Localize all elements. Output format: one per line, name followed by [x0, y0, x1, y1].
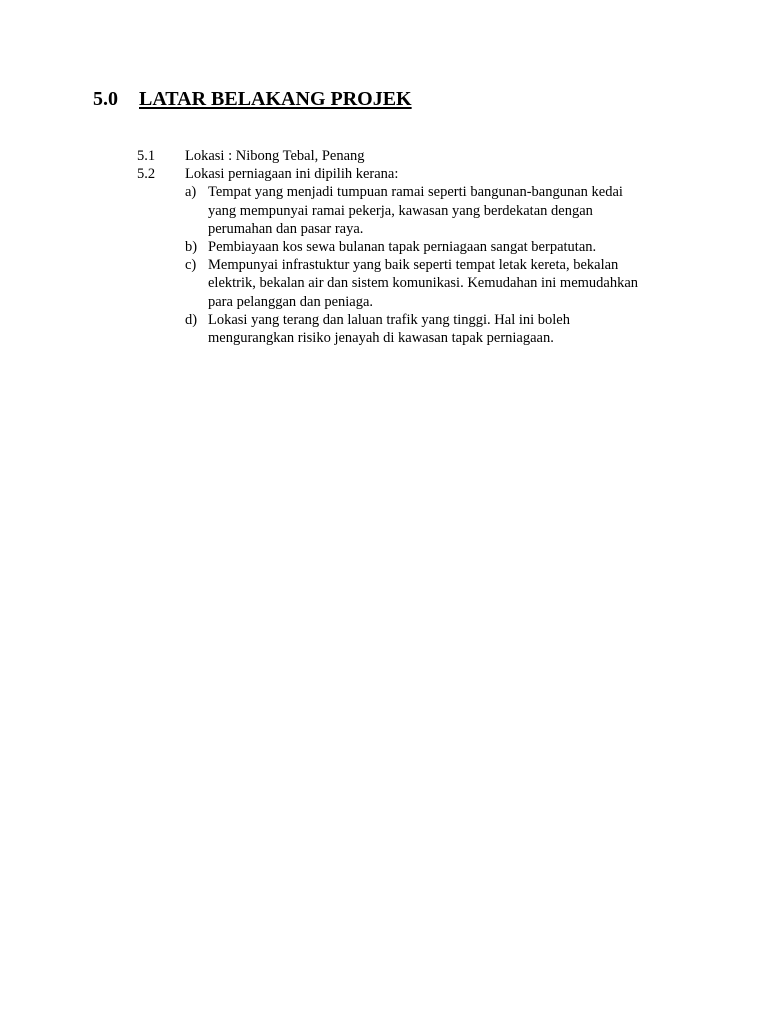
list-item	[185, 256, 697, 311]
section-title: LATAR BELAKANG PROJEK	[139, 88, 412, 110]
section-heading	[93, 86, 412, 112]
list-item-line: yang mempunyai ramai pekerja, kawasan yang berdekatan dengan	[208, 202, 593, 219]
list-item	[185, 311, 697, 347]
subsection-text: Lokasi : Nibong Tebal, Penang	[185, 148, 365, 164]
list-marker: a)	[185, 184, 197, 201]
list-item-line: Mempunyai infrastuktur yang baik seperti tempat letak kereta, bekalan	[208, 257, 619, 274]
section-body	[137, 147, 697, 347]
list-marker: b)	[185, 239, 198, 256]
list-item-line: para pelanggan dan peniaga.	[208, 293, 374, 310]
list-item-line: perumahan dan pasar raya.	[208, 220, 364, 237]
subsection-number: 5.1	[137, 148, 156, 164]
subsection-text: Lokasi perniagaan ini dipilih kerana:	[185, 166, 399, 183]
list-item-line: Pembiayaan kos sewa bulanan tapak perniagaan sangat berpatutan.	[208, 239, 597, 256]
list-marker: c)	[185, 257, 197, 274]
list-item-line: mengurangkan risiko jenayah di kawasan tapak perniagaan.	[208, 330, 554, 347]
list-item	[185, 183, 697, 238]
reasons-list	[185, 183, 697, 347]
list-item	[185, 238, 697, 256]
list-item-line: Lokasi yang terang dan laluan trafik yang tinggi. Hal ini boleh	[208, 311, 570, 328]
list-item-line: Tempat yang menjadi tumpuan ramai seperti bangunan-bangunan kedai	[208, 184, 623, 201]
subsection-number: 5.2	[137, 166, 156, 183]
subsection-5-2	[137, 165, 697, 183]
subsection-5-1	[137, 147, 697, 165]
section-number: 5.0	[93, 88, 118, 110]
list-item-line: elektrik, bekalan air dan sistem komunikasi. Kemudahan ini memudahkan	[208, 275, 639, 292]
list-marker: d)	[185, 311, 198, 328]
